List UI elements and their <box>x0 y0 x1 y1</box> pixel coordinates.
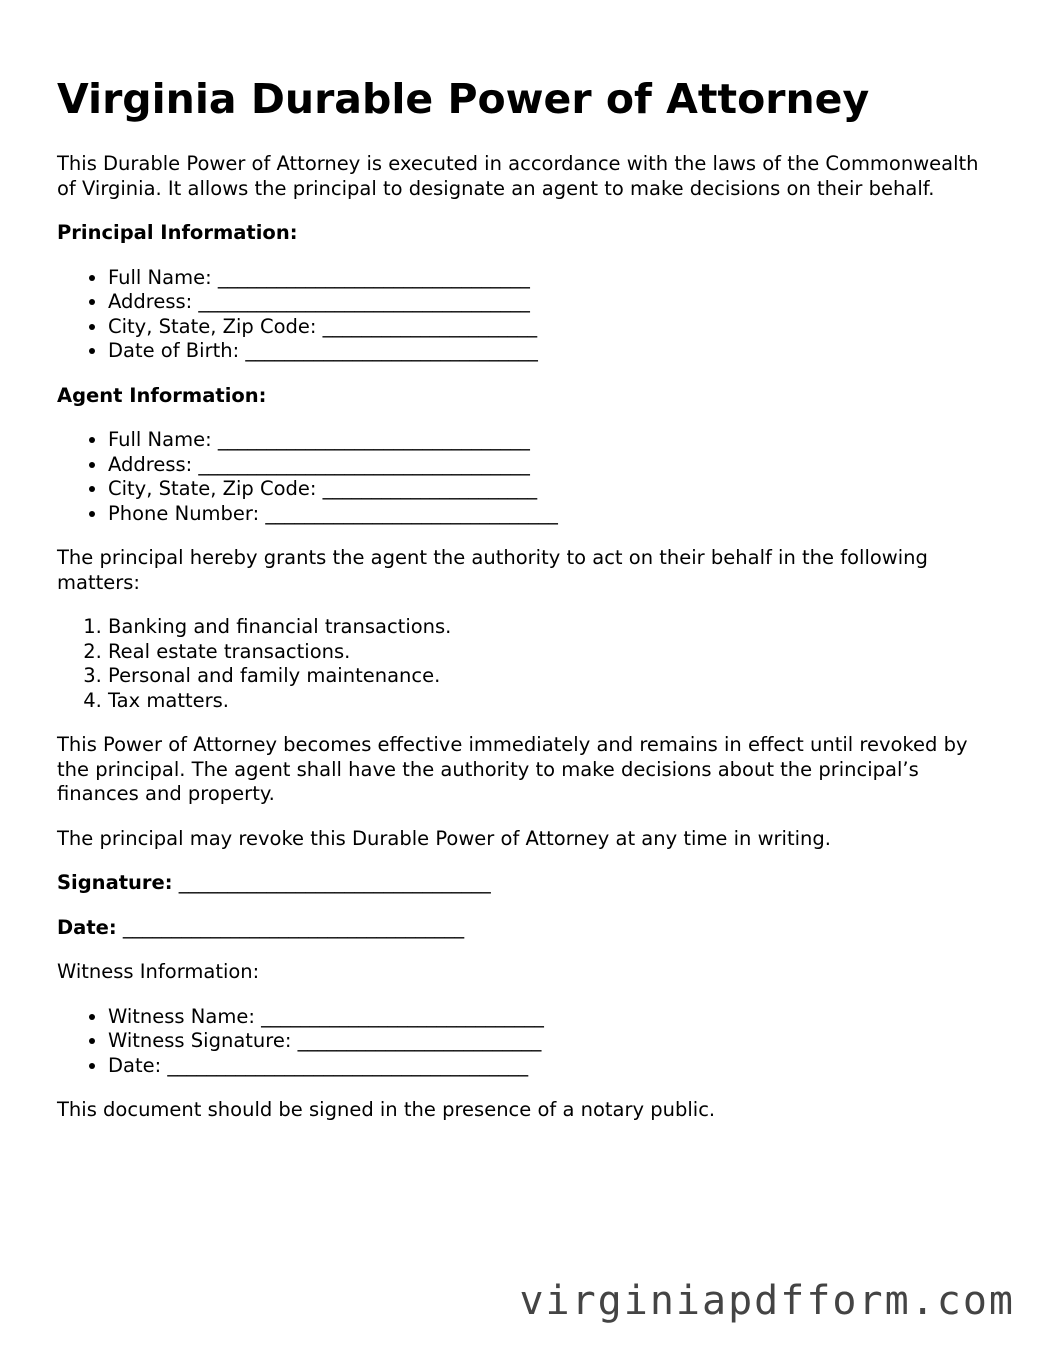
witness-heading: Witness Information: <box>57 960 260 983</box>
principal-full-name: • Full Name: ________________________________ <box>108 266 992 291</box>
matter-item: 1. Banking and financial transactions. <box>108 615 992 640</box>
agent-address: • Address: __________________________________ <box>108 453 992 478</box>
matter-item: 2. Real estate transactions. <box>108 640 992 665</box>
principal-date-of-birth: • Date of Birth: ______________________________ <box>108 339 992 364</box>
matter-item: 3. Personal and family maintenance. <box>108 664 992 689</box>
intro-paragraph: This Durable Power of Attorney is executed in accordance with the laws of the Commonwealth of Virginia. It allows the principal to designate an agent to make decisions on their behalf. <box>57 152 979 200</box>
principal-heading: Principal Information: <box>57 221 298 244</box>
agent-heading: Agent Information: <box>57 383 267 407</box>
signature-line <box>57 871 992 896</box>
principal-list <box>57 266 992 364</box>
agent-list <box>57 428 992 526</box>
matter-item: 4. Tax matters. <box>108 689 992 714</box>
principal-city-state-zip: • City, State, Zip Code: ______________________ <box>108 315 992 340</box>
date-blank: ___________________________________ <box>122 915 465 939</box>
signature-blank: ________________________________ <box>178 871 491 894</box>
revoke-paragraph: The principal may revoke this Durable Power of Attorney at any time in writing. <box>57 826 831 850</box>
witness-date: • Date: _____________________________________ <box>108 1054 992 1079</box>
document-title: Virginia Durable Power of Attorney <box>57 75 870 123</box>
effective-paragraph: This Power of Attorney becomes effective immediately and remains in effect until revoked by the principal. The agent shall have the authority to make decisions about the principal’s finances and property. <box>57 733 968 805</box>
agent-full-name: • Full Name: ________________________________ <box>108 428 992 453</box>
witness-signature: • Witness Signature: _________________________ <box>108 1029 992 1054</box>
witness-name: • Witness Name: _____________________________ <box>108 1005 992 1030</box>
document-page <box>57 72 992 1123</box>
agent-city-state-zip: • City, State, Zip Code: ______________________ <box>108 477 992 502</box>
signature-label: Signature: <box>57 871 173 894</box>
date-line <box>57 916 992 941</box>
witness-list <box>57 1005 992 1079</box>
matters-list <box>57 615 992 713</box>
notary-paragraph: This document should be signed in the presence of a notary public. <box>57 1098 716 1121</box>
grant-paragraph: The principal hereby grants the agent the authority to act on their behalf in the following matters: <box>57 546 928 594</box>
watermark-text: virginiapdfform.com <box>519 1278 1015 1324</box>
agent-phone-number: • Phone Number: ______________________________ <box>108 502 992 527</box>
date-label: Date: <box>57 915 117 939</box>
principal-address: • Address: __________________________________ <box>108 290 992 315</box>
